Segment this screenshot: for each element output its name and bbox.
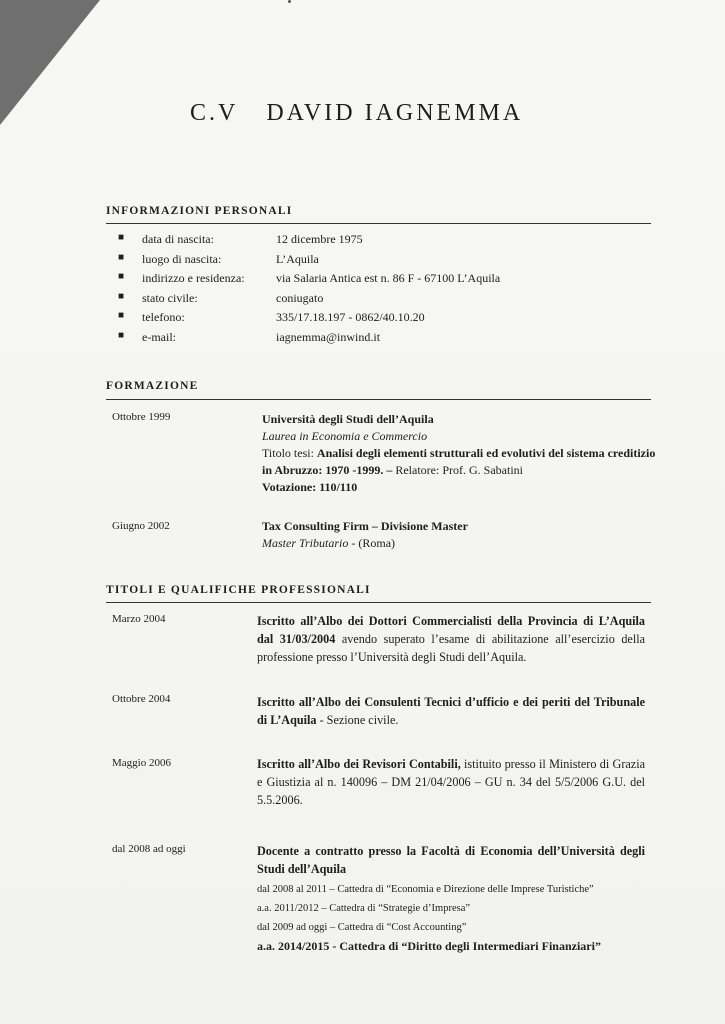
section-heading-personal: INFORMAZIONI PERSONALI bbox=[106, 205, 293, 217]
personal-row: ■ indirizzo e residenza: via Salaria Antica est n. 86 F - 67100 L’Aquila bbox=[118, 271, 501, 285]
section-heading-qualifications: TITOLI E QUALIFICHE PROFESSIONALI bbox=[106, 584, 371, 596]
education-date: Giugno 2002 bbox=[112, 520, 170, 532]
education-entry bbox=[262, 411, 657, 496]
qualification-entry: Iscritto all’Albo dei Dottori Commercialisti della Provincia di L’Aquila dal 31/03/2004 avendo superato l’esame di abilitazione all’esercizio della professione presso l’Università degli Studi dell’Aquila. bbox=[257, 614, 646, 664]
degree: Laurea in Economia e Commercio bbox=[262, 429, 428, 443]
personal-row: ■ telefono: 335/17.18.197 - 0862/40.10.20 bbox=[118, 310, 425, 324]
teaching-list bbox=[257, 880, 657, 956]
section-heading-education: FORMAZIONE bbox=[106, 380, 199, 392]
bullet-icon: ■ bbox=[118, 251, 125, 263]
cv-label: C.V bbox=[190, 100, 239, 126]
institution: Tax Consulting Firm – Divisione Master bbox=[262, 519, 468, 533]
qualification-date: Maggio 2006 bbox=[112, 757, 171, 769]
qualification-date: Ottobre 2004 bbox=[112, 693, 171, 705]
personal-row: ■ data di nascita: 12 dicembre 1975 bbox=[118, 232, 363, 246]
education-date: Ottobre 1999 bbox=[112, 411, 171, 423]
thesis: Titolo tesi: Analisi degli elementi strutturali ed evolutivi del sistema creditizio in Abruzzo: 1970 -1999. – Relatore: Prof. G. Sabatini bbox=[262, 446, 656, 477]
qualification-entry: Iscritto all’Albo dei Consulenti Tecnici d’ufficio e dei periti del Tribunale di L’Aquila - Sezione civile. bbox=[257, 695, 645, 727]
bullet-icon: ■ bbox=[118, 232, 125, 243]
qualification-entry: Docente a contratto presso la Facoltà di Economia dell’Università degli Studi dell’Aquila bbox=[257, 844, 645, 876]
bullet-icon: ■ bbox=[118, 290, 125, 302]
personal-row: ■ stato civile: coniugato bbox=[118, 290, 324, 305]
bullet-icon: ■ bbox=[118, 271, 125, 282]
person-name: DAVID IAGNEMMA bbox=[266, 100, 524, 126]
teaching-item: a.a. 2014/2015 - Cattedra di “Diritto degli Intermediari Finanziari” bbox=[257, 939, 601, 953]
qualification-date: Marzo 2004 bbox=[112, 613, 166, 625]
personal-info-list bbox=[118, 232, 638, 349]
bullet-icon: ■ bbox=[118, 310, 125, 321]
teaching-item: dal 2009 ad oggi – Cattedra di “Cost Accounting” bbox=[257, 922, 467, 933]
qualification-date: dal 2008 ad oggi bbox=[112, 843, 186, 855]
bullet-icon: ■ bbox=[118, 329, 125, 341]
qualification-entry: Iscritto all’Albo dei Revisori Contabili, istituito presso il Ministero di Grazia e Giustizia al n. 140096 – DM 21/04/2006 – GU n. 34 del 5/5/2006 G.U. del 5.5.2006. bbox=[257, 757, 645, 807]
page-title bbox=[190, 100, 523, 127]
section-rule bbox=[106, 223, 651, 224]
teaching-item: dal 2008 al 2011 – Cattedra di “Economia e Direzione delle Imprese Turistiche” bbox=[257, 884, 594, 895]
section-rule bbox=[106, 399, 651, 400]
education-entry bbox=[262, 518, 657, 552]
grade: Votazione: 110/110 bbox=[262, 480, 358, 494]
personal-row: ■ e-mail: iagnemma@inwind.it bbox=[118, 329, 381, 344]
institution: Università degli Studi dell’Aquila bbox=[262, 412, 434, 426]
teaching-item: a.a. 2011/2012 – Cattedra di “Strategie d’Impresa” bbox=[257, 903, 471, 914]
page-fold-corner bbox=[0, 0, 100, 125]
scan-mark bbox=[288, 0, 291, 3]
section-rule bbox=[106, 602, 651, 603]
personal-row: ■ luogo di nascita: L’Aquila bbox=[118, 251, 319, 266]
degree-line: Master Tributario - (Roma) bbox=[262, 536, 396, 550]
